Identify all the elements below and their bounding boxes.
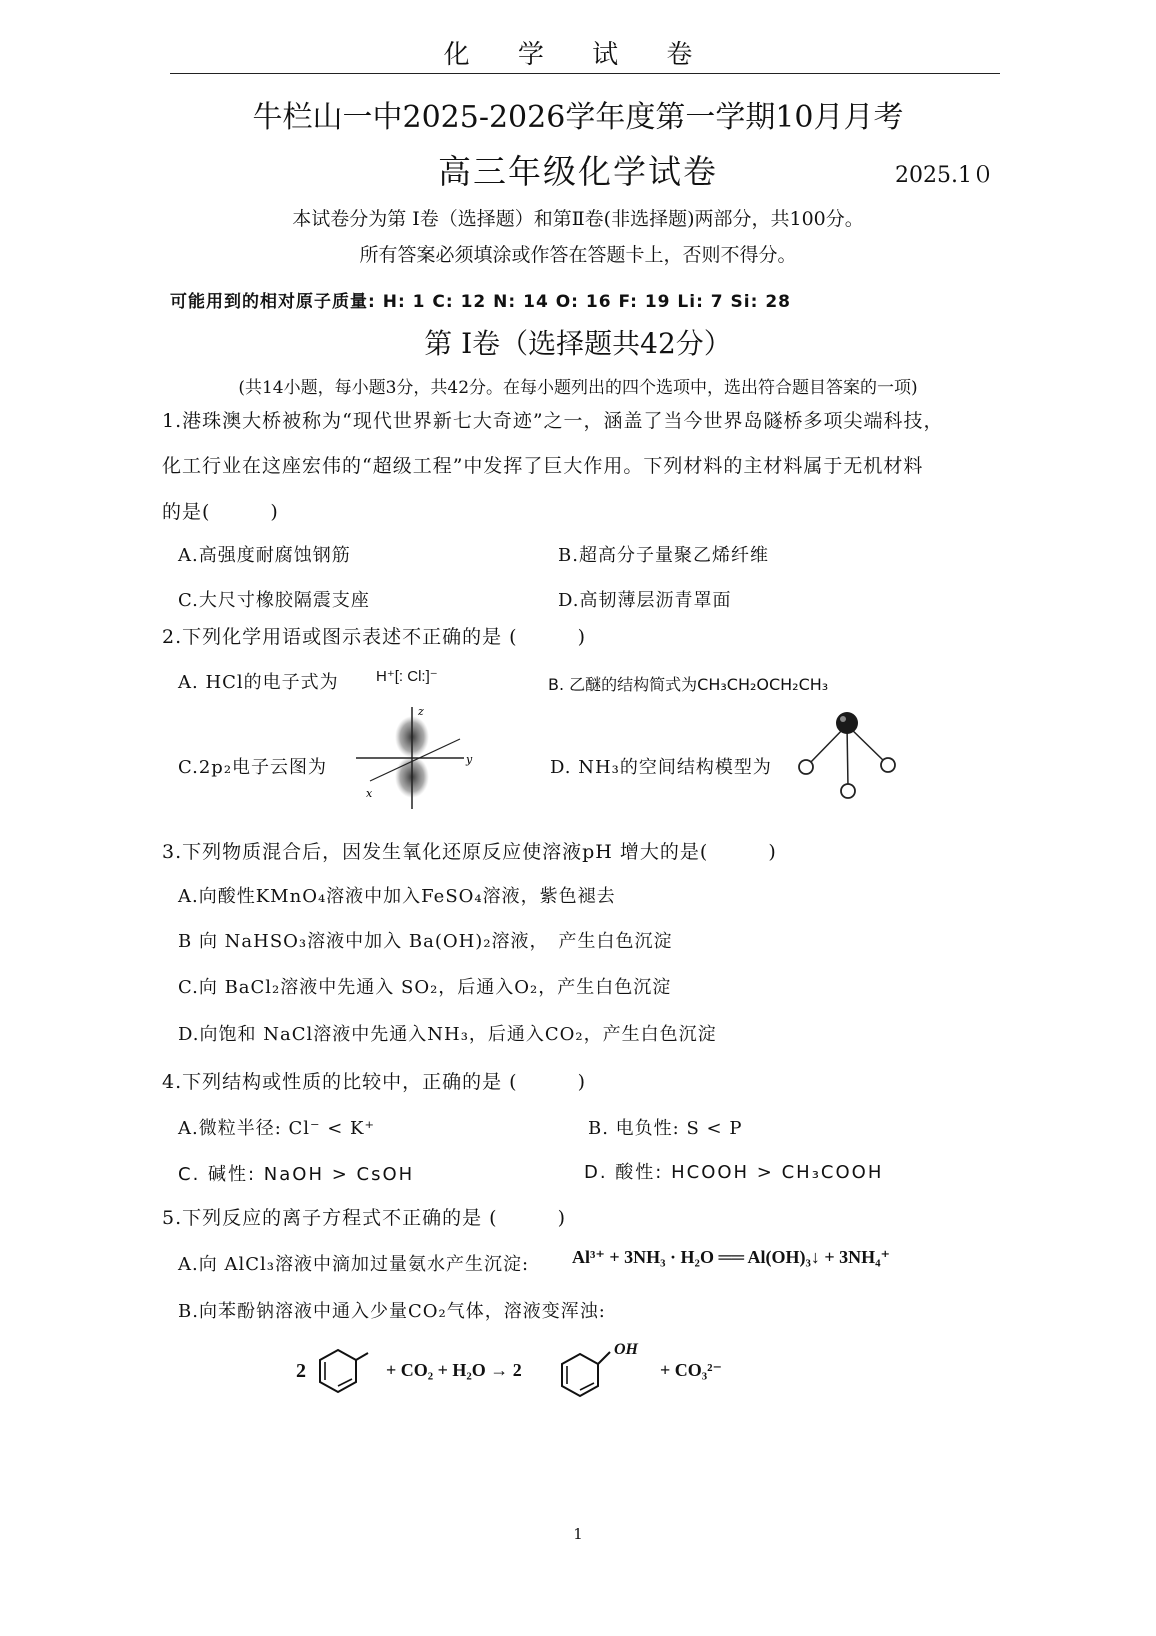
q3-option-c: C.向 BaCl₂溶液中先通入 SO₂，后通入O₂，产生白色沉淀 — [178, 977, 672, 998]
nitrogen-atom — [836, 712, 858, 734]
nitrogen-highlight — [840, 716, 846, 722]
q4-stem: 4.下列结构或性质的比较中，正确的是 ( ) — [162, 1071, 586, 1093]
q5-oh-label: OH — [614, 1341, 638, 1358]
q1-option-c: C.大尺寸橡胶隔震支座 — [178, 590, 370, 611]
q4-option-d: D. 酸性: HCOOH > CH₃COOH — [584, 1162, 884, 1183]
q5-stem: 5.下列反应的离子方程式不正确的是 ( ) — [162, 1207, 566, 1229]
nh3-ball-stick-model — [790, 703, 905, 803]
section-title: 第 Ⅰ卷（选择题共42分） — [424, 327, 732, 360]
q5-option-b: B.向苯酚钠溶液中通入少量CO₂气体，溶液变浑浊: — [178, 1301, 606, 1322]
axis-label-z: z — [418, 705, 424, 718]
instruction-line-1: 本试卷分为第 Ⅰ卷（选择题）和第Ⅱ卷(非选择题)两部分，共100分。 — [292, 208, 864, 230]
page-number: 1 — [573, 1525, 583, 1543]
q3-option-d: D.向饱和 NaCl溶液中先通入NH₃，后通入CO₂，产生白色沉淀 — [178, 1024, 717, 1045]
exam-title: 高三年级化学试卷 — [438, 152, 718, 191]
q1-line-1: 1.港珠澳大桥被称为“现代世界新七大奇迹”之一，涵盖了当今世界岛隧桥多项尖端科技， — [162, 410, 944, 432]
q5-option-a-equation: Al³⁺ + 3NH₃ · H₂O ══ Al(OH)₃↓ + 3NH₄⁺ — [572, 1247, 891, 1267]
hydrogen-atom-1 — [799, 760, 813, 774]
q3-stem: 3.下列物质混合后，因发生氧化还原反应使溶液pH 增大的是( ) — [162, 841, 777, 863]
q1-option-a: A.高强度耐腐蚀钢筋 — [178, 545, 351, 566]
bond-3 — [847, 725, 848, 787]
q3-option-a: A.向酸性KMnO₄溶液中加入FeSO₄溶液，紫色褪去 — [178, 886, 616, 907]
instruction-line-2: 所有答案必须填涂或作答在答题卡上，否则不得分。 — [359, 244, 797, 266]
q1-line-3: 的是( ) — [162, 501, 279, 523]
q4-option-b: B. 电负性: S < P — [588, 1118, 743, 1139]
q4-option-a: A.微粒半径: Cl⁻ < K⁺ — [178, 1118, 376, 1139]
header-divider — [170, 73, 1000, 74]
axis-label-y: y — [466, 753, 473, 766]
phenolate-ring-icon — [314, 1340, 374, 1404]
q2-option-a: A. HCl的电子式为 — [178, 672, 339, 693]
p-orbital-cloud-diagram — [352, 703, 482, 813]
q5-coef-2: 2 — [296, 1360, 306, 1382]
q4-option-c: C. 碱性: NaOH > CsOH — [178, 1164, 415, 1185]
subject-header: 化 学 试 卷 — [443, 40, 713, 70]
q3-option-b: B 向 NaHSO₃溶液中加入 Ba(OH)₂溶液， 产生白色沉淀 — [178, 931, 673, 952]
atomic-mass-line: 可能用到的相对原子质量: H: 1 C: 12 N: 14 O: 16 F: 19 Li: 7 Si: 28 — [170, 292, 791, 312]
hydrogen-atom-3 — [841, 784, 855, 798]
q1-option-d: D.高韧薄层沥青罩面 — [558, 590, 732, 611]
school-title: 牛栏山一中2025-2026学年度第一学期10月月考 — [252, 100, 904, 135]
q2-hcl-electron-formula: H⁺[: Cl:]⁻ — [376, 668, 438, 685]
exam-date: 2025.1０ — [895, 163, 994, 188]
q2-stem: 2.下列化学用语或图示表述不正确的是 ( ) — [162, 626, 586, 648]
q1-line-2: 化工行业在这座宏伟的“超级工程”中发挥了巨大作用。下列材料的主材料属于无机材料 — [162, 455, 924, 477]
section-note: (共14小题，每小题3分，共42分。在每小题列出的四个选项中，选出符合题目答案的一项) — [238, 378, 918, 398]
q2-option-c: C.2p₂电子云图为 — [178, 757, 328, 778]
phenol-ring-icon — [556, 1340, 616, 1404]
q2-option-d: D. NH₃的空间结构模型为 — [550, 757, 772, 778]
axis-label-x: x — [366, 787, 373, 800]
q2-option-b: B. 乙醚的结构简式为CH₃CH₂OCH₂CH₃ — [548, 675, 829, 694]
q5-option-a: A.向 AlCl₃溶液中滴加过量氨水产生沉淀: — [178, 1254, 530, 1275]
q5-reaction-end: + CO₃²⁻ — [660, 1360, 723, 1380]
hydrogen-atom-2 — [881, 758, 895, 772]
q5-reaction-middle: + CO₂ + H₂O → 2 — [386, 1360, 522, 1380]
q1-option-b: B.超高分子量聚乙烯纤维 — [558, 545, 769, 566]
